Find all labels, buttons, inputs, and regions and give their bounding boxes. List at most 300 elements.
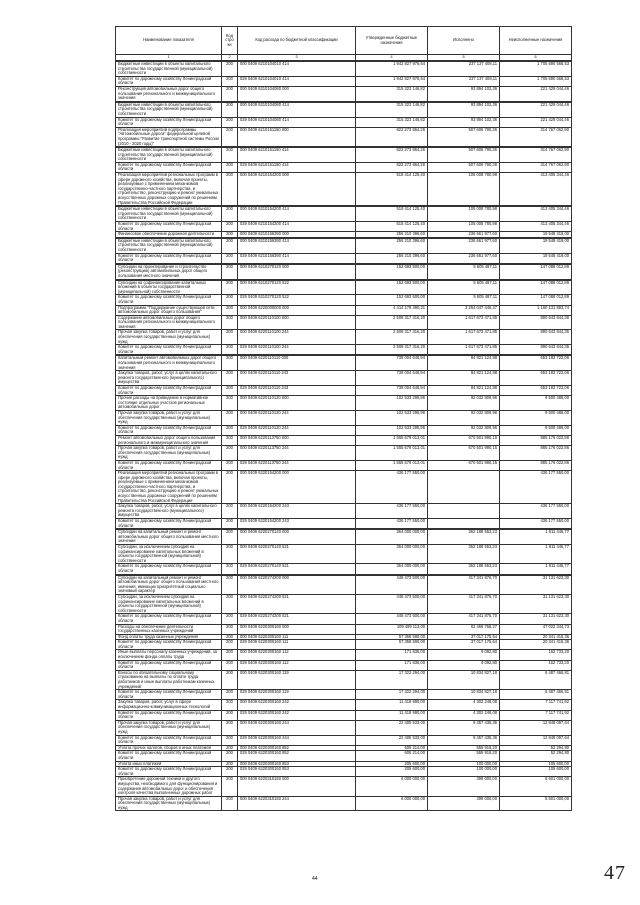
row-executed-amount: 362 188 553,23 xyxy=(428,545,500,564)
table-row xyxy=(116,767,572,777)
row-approved-amount: 605 214,00 xyxy=(356,745,428,751)
row-name: Закупка товаров, работ, услуг в целях капитального ремонта государственного (муниципального) имущества xyxy=(116,504,222,519)
row-name: Закупка товаров, работ, услуг в сфере информационно-коммуникационных технологий xyxy=(116,700,222,710)
table-row xyxy=(116,410,572,425)
row-approved-amount: 738 004 646,94 xyxy=(356,386,428,396)
row-unexecuted-amount: 890 643 844,35 xyxy=(500,330,572,345)
row-executed-amount: 670 501 990,15 xyxy=(428,446,500,461)
row-code: 200 xyxy=(222,504,238,519)
row-classification-code: 000 0409 6220000000 000 xyxy=(238,305,356,315)
column-number: 1 xyxy=(116,55,222,61)
row-approved-amount: 518 414 125,40 xyxy=(356,207,428,222)
row-code: 200 xyxy=(222,796,238,811)
row-name: Субсидии, за исключением субсидий на софинансирование капитальных вложений в объекты государственной (муниципальной) собственности xyxy=(116,594,222,613)
row-executed-amount: 5 605 487,11 xyxy=(428,264,500,279)
row-classification-code: 000 0409 6220300160 119 xyxy=(238,670,356,689)
row-approved-amount: 436 177 550,00 xyxy=(356,504,428,519)
row-code: 200 xyxy=(222,530,238,545)
row-executed-amount: 105 008 780,98 xyxy=(428,173,500,206)
row-executed-amount: 417 341 876,70 xyxy=(428,614,500,624)
row-approved-amount: 171 836,00 xyxy=(356,650,428,660)
row-name: Комитет по дорожному хозяйству Ленинградской области xyxy=(116,767,222,777)
row-unexecuted-amount: 221 429 044,46 xyxy=(500,86,572,101)
row-name: Реализация мероприятий региональных программ в сфере дорожного хозяйства, включая проекты, реализуемые с применением механизмов государственно-частного партнерства, и строительство, реконструкцию и ремонт уникальных искусственных дорожных сооружений по решениям Правительства Российской Федерации xyxy=(116,471,222,504)
row-unexecuted-amount: 19 548 419,00 xyxy=(500,253,572,263)
table-row xyxy=(116,127,572,146)
row-code: 200 xyxy=(222,690,238,700)
row-executed-amount: 9 092,80 xyxy=(428,650,500,660)
table-row xyxy=(116,700,572,710)
row-code: 200 xyxy=(222,315,238,330)
row-executed-amount: 670 501 990,15 xyxy=(428,460,500,470)
row-unexecuted-amount: 20 341 415,36 xyxy=(500,640,572,650)
row-unexecuted-amount: 31 131 623,30 xyxy=(500,614,572,624)
row-unexecuted-amount: 7 117 741,92 xyxy=(500,700,572,710)
row-name: Комитет по дорожному хозяйству Ленинградской области xyxy=(116,751,222,761)
row-code: 200 xyxy=(222,396,238,411)
row-executed-amount xyxy=(428,519,500,529)
row-executed-amount: 1 617 673 471,85 xyxy=(428,315,500,330)
row-code: 200 xyxy=(222,720,238,735)
row-unexecuted-amount: 653 183 722,06 xyxy=(500,356,572,371)
row-name: Прочая закупка товаров, работ и услуг для обеспечения государственных (муниципальных) нужд xyxy=(116,446,222,461)
table-row xyxy=(116,594,572,613)
row-executed-amount: 84 821 124,88 xyxy=(428,356,500,371)
row-classification-code: 000 0409 6220270140 000 xyxy=(238,530,356,545)
row-approved-amount: 448 473 500,00 xyxy=(356,594,428,613)
row-classification-code: 000 0409 6220300160 242 xyxy=(238,700,356,710)
header-name: Наименование показателя xyxy=(116,27,222,55)
table-row xyxy=(116,207,572,222)
row-classification-code: 029 0409 6220300160 119 xyxy=(238,690,356,700)
row-classification-code: 029 0409 6210151150 414 xyxy=(238,162,356,172)
row-name: Комитет по дорожному хозяйству Ленинградской области xyxy=(116,117,222,127)
row-classification-code: 000 0409 6220300160 852 xyxy=(238,745,356,751)
table-row xyxy=(116,76,572,86)
row-name: Бюджетные инвестиции в объекты капитального строительства государственной (муниципальной) собственности xyxy=(116,102,222,117)
row-executed-amount: 4 302 248,08 xyxy=(428,710,500,720)
row-name: Бюджетные инвестиции в объекты капитального строительства государственной (муниципальной) собственности xyxy=(116,238,222,253)
row-executed-amount: 507 606 790,36 xyxy=(428,127,500,146)
row-approved-amount: 11 419 990,00 xyxy=(356,710,428,720)
row-executed-amount: 4 302 248,08 xyxy=(428,700,500,710)
row-executed-amount: 399 000,00 xyxy=(428,796,500,811)
table-row xyxy=(116,117,572,127)
row-name: Комитет по дорожному хозяйству Ленинградской области xyxy=(116,660,222,670)
row-unexecuted-amount: 1 811 446,77 xyxy=(500,564,572,574)
row-approved-amount: 448 473 500,00 xyxy=(356,614,428,624)
table-row xyxy=(116,238,572,253)
budget-execution-table xyxy=(115,26,572,811)
row-name: Уплата прочих налогов, сборов и иных платежей xyxy=(116,745,222,751)
table-row xyxy=(116,315,572,330)
row-classification-code: 000 0409 6210154200 414 xyxy=(238,207,356,222)
row-classification-code: 029 0409 6210154200 414 xyxy=(238,222,356,232)
row-approved-amount: 57 358 590,00 xyxy=(356,640,428,650)
row-code: 200 xyxy=(222,751,238,761)
row-code: 200 xyxy=(222,660,238,670)
row-name: Прочая закупка товаров, работ и услуг для обеспечения государственных (муниципальных) нужд xyxy=(116,330,222,345)
row-classification-code: 029 0409 6220270140 521 xyxy=(238,564,356,574)
row-unexecuted-amount: 12 948 097,64 xyxy=(500,720,572,735)
row-classification-code: 000 0409 6220274200 521 xyxy=(238,594,356,613)
row-classification-code: 029 0409 6220154200 243 xyxy=(238,519,356,529)
row-executed-amount: 5 605 487,11 xyxy=(428,295,500,305)
row-classification-code: 000 0409 6220270140 521 xyxy=(238,545,356,564)
table-row xyxy=(116,751,572,761)
row-approved-amount: 1 942 827 976,64 xyxy=(356,76,428,86)
row-executed-amount: 93 894 102,36 xyxy=(428,102,500,117)
table-header-row xyxy=(116,27,572,55)
row-approved-amount: 205 600,00 xyxy=(356,767,428,777)
row-approved-amount: 738 004 646,94 xyxy=(356,371,428,386)
row-code: 200 xyxy=(222,253,238,263)
row-unexecuted-amount: 314 767 062,90 xyxy=(500,148,572,163)
row-code: 200 xyxy=(222,356,238,371)
row-approved-amount: 448 473 500,00 xyxy=(356,575,428,594)
row-code: 200 xyxy=(222,640,238,650)
row-name: Реконструкция автомобильных дорог общего пользования регионального и межмуниципального значения xyxy=(116,86,222,101)
row-classification-code: 000 0409 6220300160 244 xyxy=(238,720,356,735)
row-code: 200 xyxy=(222,634,238,640)
row-executed-amount: 10 834 827,18 xyxy=(428,670,500,689)
row-approved-amount: 205 600,00 xyxy=(356,761,428,767)
row-unexecuted-amount: 20 341 415,36 xyxy=(500,634,572,640)
row-name: Реализация мероприятий региональных программ в сфере дорожного хозяйства, включая проекты, реализуемые с применением механизмов государственно-частного партнерства, и строительство, реконструкцию и ремонт уникальных искусственных дорожных сооружений по решениям Правительства Российской Федерации xyxy=(116,173,222,206)
row-classification-code: 000 0409 6220300160 111 xyxy=(238,634,356,640)
row-approved-amount: 518 414 125,40 xyxy=(356,173,428,206)
row-executed-amount: 555 919,20 xyxy=(428,751,500,761)
table-row xyxy=(116,545,572,564)
row-executed-amount: 93 894 102,36 xyxy=(428,86,500,101)
row-code: 200 xyxy=(222,710,238,720)
row-name: Прочая закупка товаров, работ и услуг для обеспечения государственных (муниципальных) нужд xyxy=(116,720,222,735)
table-row xyxy=(116,519,572,529)
row-classification-code: 029 0409 6220274200 521 xyxy=(238,614,356,624)
handwritten-page-stamp: 47 xyxy=(604,862,626,884)
row-classification-code: 000 0409 6220110110 243 xyxy=(238,371,356,386)
row-approved-amount: 4 414 179 390,21 xyxy=(356,305,428,315)
row-unexecuted-amount: 19 548 419,00 xyxy=(500,232,572,238)
row-classification-code: 029 0409 6220300160 111 xyxy=(238,640,356,650)
row-classification-code: 000 0409 6220110120 244 xyxy=(238,410,356,425)
table-row xyxy=(116,690,572,700)
row-name: Комитет по дорожному хозяйству Ленинградской области xyxy=(116,640,222,650)
table-row xyxy=(116,162,572,172)
row-code: 200 xyxy=(222,545,238,564)
row-approved-amount: 2 508 317 316,20 xyxy=(356,345,428,355)
row-name: Бюджетные инвестиции в объекты капитального строительства государственной (муниципальной) собственности xyxy=(116,148,222,163)
row-approved-amount: 22 405 533,00 xyxy=(356,720,428,735)
row-approved-amount: 17 322 294,00 xyxy=(356,690,428,700)
row-name: Комитет по дорожному хозяйству Ленинградской области xyxy=(116,564,222,574)
row-code: 200 xyxy=(222,238,238,253)
row-unexecuted-amount: 413 405 344,46 xyxy=(500,222,572,232)
row-name: Комитет по дорожному хозяйству Ленинградской области xyxy=(116,345,222,355)
row-code: 200 xyxy=(222,745,238,751)
row-code: 200 xyxy=(222,76,238,86)
row-name: Комитет по дорожному хозяйству Ленинградской области xyxy=(116,690,222,700)
table-row xyxy=(116,460,572,470)
row-executed-amount: 236 661 977,60 xyxy=(428,253,500,263)
row-name: Бюджетные инвестиции в объекты капитального строительства государственной (муниципальной) собственности xyxy=(116,62,222,77)
row-approved-amount: 518 414 125,40 xyxy=(356,222,428,232)
row-executed-amount: 1 617 673 471,85 xyxy=(428,345,500,355)
row-name: Взносы по обязательному социальному страхованию на выплаты по оплате труда работников и иные выплаты работникам казенных учреждений xyxy=(116,670,222,689)
row-approved-amount: 315 323 146,82 xyxy=(356,86,428,101)
row-classification-code: 000 0409 6220110120 000 xyxy=(238,396,356,411)
row-unexecuted-amount: 147 088 012,89 xyxy=(500,264,572,279)
table-row xyxy=(116,280,572,295)
row-name: Комитет по дорожному хозяйству Ленинградской области xyxy=(116,519,222,529)
row-approved-amount: 256 210 396,60 xyxy=(356,232,428,238)
row-unexecuted-amount: 105 600,00 xyxy=(500,761,572,767)
row-classification-code: 029 0409 6210156390 414 xyxy=(238,253,356,263)
row-executed-amount: 92 032 809,96 xyxy=(428,410,500,425)
row-code: 200 xyxy=(222,575,238,594)
header-executed: Исполнено xyxy=(428,27,500,55)
row-approved-amount: 152 693 500,00 xyxy=(356,264,428,279)
row-code: 200 xyxy=(222,162,238,172)
row-executed-amount: 236 661 977,60 xyxy=(428,232,500,238)
row-code: 200 xyxy=(222,222,238,232)
row-name: Расходы на обеспечение деятельности государственных казенных учреждений xyxy=(116,624,222,634)
table-row xyxy=(116,471,572,504)
row-unexecuted-amount: 147 088 012,89 xyxy=(500,280,572,295)
row-classification-code: 000 0409 6210156390 414 xyxy=(238,238,356,253)
row-executed-amount: 507 606 790,36 xyxy=(428,148,500,163)
row-executed-amount: 399 000,00 xyxy=(428,777,500,796)
row-code: 200 xyxy=(222,471,238,504)
row-unexecuted-amount: 885 176 022,86 xyxy=(500,446,572,461)
table-row xyxy=(116,425,572,435)
row-code: 200 xyxy=(222,207,238,222)
table-row xyxy=(116,86,572,101)
row-name: Субсидии, за исключением субсидий на софинансирование капитальных вложений в объекты государственной (муниципальной) собственности xyxy=(116,545,222,564)
row-unexecuted-amount: 9 500 486,00 xyxy=(500,410,572,425)
row-approved-amount: 6 000 000,00 xyxy=(356,796,428,811)
row-code: 200 xyxy=(222,460,238,470)
row-classification-code: 029 0409 6220300160 112 xyxy=(238,660,356,670)
row-unexecuted-amount: 890 643 844,35 xyxy=(500,345,572,355)
row-executed-amount xyxy=(428,504,500,519)
row-name: Субсидии на проектирование и строительство (реконструкцию) автомобильных дорог общего пользования местного значения xyxy=(116,264,222,279)
row-classification-code: 000 0409 6210270120 000 xyxy=(238,264,356,279)
row-approved-amount: 315 323 146,82 xyxy=(356,102,428,117)
row-classification-code: 029 0409 6210104010 414 xyxy=(238,76,356,86)
row-executed-amount: 9 092,80 xyxy=(428,660,500,670)
row-classification-code: 000 0409 6210104080 000 xyxy=(238,86,356,101)
row-approved-amount: 364 000 000,00 xyxy=(356,545,428,564)
row-approved-amount: 102 533 295,96 xyxy=(356,425,428,435)
row-approved-amount: 152 693 500,00 xyxy=(356,280,428,295)
row-name: Комитет по дорожному хозяйству Ленинградской области xyxy=(116,710,222,720)
row-unexecuted-amount: 5 601 000,00 xyxy=(500,796,572,811)
row-unexecuted-amount: 52 294,80 xyxy=(500,745,572,751)
row-code: 200 xyxy=(222,345,238,355)
row-unexecuted-amount: 52 294,80 xyxy=(500,751,572,761)
row-approved-amount: 822 273 864,26 xyxy=(356,162,428,172)
column-number: 6 xyxy=(500,55,572,61)
row-approved-amount: 256 210 396,60 xyxy=(356,238,428,253)
table-row xyxy=(116,371,572,386)
table-row xyxy=(116,530,572,545)
row-classification-code: 029 0409 6220110110 243 xyxy=(238,386,356,396)
row-classification-code: 000 0409 6220300160 853 xyxy=(238,761,356,767)
row-unexecuted-amount: 436 177 550,00 xyxy=(500,471,572,504)
row-classification-code: 000 0409 6210156390 000 xyxy=(238,232,356,238)
row-executed-amount: 37 017 175,64 xyxy=(428,640,500,650)
row-unexecuted-amount: 1 811 446,77 xyxy=(500,530,572,545)
row-approved-amount: 6 000 000,00 xyxy=(356,777,428,796)
row-unexecuted-amount: 413 405 344,46 xyxy=(500,207,572,222)
row-name: Капитальный ремонт автомобильных дорог общего пользования регионального и межмуниципального значения xyxy=(116,356,222,371)
row-unexecuted-amount: 413 405 344,46 xyxy=(500,173,572,206)
row-unexecuted-amount: 5 601 000,00 xyxy=(500,777,572,796)
row-approved-amount: 364 000 000,00 xyxy=(356,530,428,545)
row-name: Ремонт автомобильных дорог общего пользования регионального и межмуниципального значения xyxy=(116,435,222,445)
row-code: 200 xyxy=(222,624,238,634)
row-classification-code: 029 0409 6220300160 244 xyxy=(238,735,356,745)
row-code: 200 xyxy=(222,777,238,796)
row-classification-code: 000 0409 6210104010 414 xyxy=(238,62,356,77)
row-executed-amount: 507 606 790,36 xyxy=(428,162,500,172)
row-unexecuted-amount: 6 487 466,81 xyxy=(500,690,572,700)
table-row xyxy=(116,102,572,117)
row-name: Закупка товаров, работ, услуг в целях капитального ремонта государственного (муниципального) имущества xyxy=(116,371,222,386)
table-row xyxy=(116,435,572,445)
row-name: Комитет по дорожному хозяйству Ленинградской области xyxy=(116,425,222,435)
table-row xyxy=(116,777,572,796)
row-approved-amount: 109 489 113,00 xyxy=(356,624,428,634)
row-classification-code: 000 0409 6220310150 244 xyxy=(238,796,356,811)
row-classification-code: 000 0409 6220300160 000 xyxy=(238,624,356,634)
table-row xyxy=(116,670,572,689)
table-body xyxy=(116,61,572,811)
row-executed-amount: 92 032 809,96 xyxy=(428,425,500,435)
row-classification-code: 029 0409 6220300160 853 xyxy=(238,767,356,777)
row-unexecuted-amount: 885 176 022,86 xyxy=(500,460,572,470)
row-code: 200 xyxy=(222,614,238,624)
row-executed-amount: 105 008 780,98 xyxy=(428,222,500,232)
row-unexecuted-amount: 1 705 690 568,53 xyxy=(500,76,572,86)
row-unexecuted-amount: 105 600,00 xyxy=(500,767,572,777)
row-name: Комитет по дорожному хозяйству Ленинградской области xyxy=(116,253,222,263)
row-unexecuted-amount: 221 429 044,46 xyxy=(500,117,572,127)
row-classification-code: 000 0409 6220274200 000 xyxy=(238,575,356,594)
row-code: 200 xyxy=(222,425,238,435)
row-executed-amount xyxy=(428,471,500,504)
row-unexecuted-amount: 314 767 062,90 xyxy=(500,127,572,146)
table-row xyxy=(116,396,572,411)
row-code: 200 xyxy=(222,86,238,101)
row-unexecuted-amount: 31 131 623,30 xyxy=(500,575,572,594)
row-name: Комитет по дорожному хозяйству Ленинградской области xyxy=(116,76,222,86)
row-approved-amount: 436 177 550,00 xyxy=(356,471,428,504)
table-row xyxy=(116,614,572,624)
header-classification: Код расхода по бюджетной классификации xyxy=(238,27,356,55)
row-classification-code: 000 0409 6220110110 000 xyxy=(238,356,356,371)
row-approved-amount: 57 358 590,00 xyxy=(356,634,428,640)
row-approved-amount: 605 214,00 xyxy=(356,751,428,761)
row-approved-amount: 436 177 550,00 xyxy=(356,519,428,529)
row-approved-amount: 822 273 864,26 xyxy=(356,148,428,163)
row-code: 200 xyxy=(222,173,238,206)
row-executed-amount: 362 188 553,23 xyxy=(428,530,500,545)
row-code: 200 xyxy=(222,564,238,574)
row-classification-code: 000 0409 6220310150 000 xyxy=(238,777,356,796)
table-row xyxy=(116,735,572,745)
row-code: 200 xyxy=(222,305,238,315)
row-executed-amount: 105 008 780,98 xyxy=(428,207,500,222)
row-classification-code: 000 0409 6220110100 244 xyxy=(238,330,356,345)
row-executed-amount: 62 466 768,27 xyxy=(428,624,500,634)
row-executed-amount: 237 137 408,11 xyxy=(428,76,500,86)
row-code: 200 xyxy=(222,594,238,613)
table-row xyxy=(116,295,572,305)
row-code: 200 xyxy=(222,761,238,767)
row-approved-amount: 2 508 317 316,20 xyxy=(356,315,428,330)
header-unexecuted: Неисполненные назначения xyxy=(500,27,572,55)
row-code: 200 xyxy=(222,386,238,396)
row-unexecuted-amount: 31 131 623,30 xyxy=(500,594,572,613)
row-name: Комитет по дорожному хозяйству Ленинградской области xyxy=(116,386,222,396)
row-unexecuted-amount: 1 705 690 568,53 xyxy=(500,62,572,77)
row-unexecuted-amount: 6 487 466,81 xyxy=(500,670,572,689)
row-classification-code: 000 0409 6210151150 000 xyxy=(238,127,356,146)
row-approved-amount: 102 533 295,96 xyxy=(356,410,428,425)
table-row xyxy=(116,660,572,670)
row-name: Субсидии на капитальный ремонт и ремонт автомобильных дорог общего пользования местного значения, имеющих приоритетный социально значимый характер xyxy=(116,575,222,594)
row-executed-amount: 93 894 102,36 xyxy=(428,117,500,127)
row-unexecuted-amount: 19 548 419,00 xyxy=(500,238,572,253)
row-classification-code: 029 0409 6220300160 242 xyxy=(238,710,356,720)
row-name: Приобретение дорожной техники и другого имущества, необходимого для функционирования и содержания автомобильных дорог и обеспечения контроля качества выполненных дорожных работ xyxy=(116,777,222,796)
row-classification-code: 029 0409 6210104080 414 xyxy=(238,117,356,127)
row-code: 200 xyxy=(222,519,238,529)
row-executed-amount: 100 000,00 xyxy=(428,767,500,777)
row-approved-amount: 1 555 679 013,01 xyxy=(356,460,428,470)
row-name: Субсидии на софинансирование капитальных вложений в объекты государственной (муниципальной) собственности xyxy=(116,280,222,295)
row-code: 200 xyxy=(222,670,238,689)
row-approved-amount: 364 000 000,00 xyxy=(356,564,428,574)
row-name: Уплата иных платежей xyxy=(116,761,222,767)
row-code: 200 xyxy=(222,127,238,146)
row-unexecuted-amount: 12 948 097,64 xyxy=(500,735,572,745)
row-name: Комитет по дорожному хозяйству Ленинградской области xyxy=(116,295,222,305)
row-unexecuted-amount: 653 183 722,06 xyxy=(500,386,572,396)
row-name: Финансовое обеспечение дорожной деятельности xyxy=(116,232,222,238)
header-code: Код стро ки xyxy=(222,27,238,55)
column-number: 3 xyxy=(238,55,356,61)
row-classification-code: 000 0409 6220300160 112 xyxy=(238,650,356,660)
row-executed-amount: 3 254 047 446,47 xyxy=(428,305,500,315)
row-code: 200 xyxy=(222,700,238,710)
row-code: 200 xyxy=(222,446,238,461)
row-code: 200 xyxy=(222,371,238,386)
row-unexecuted-amount: 9 500 486,00 xyxy=(500,396,572,411)
row-approved-amount: 22 405 533,00 xyxy=(356,735,428,745)
row-approved-amount: 1 555 679 013,01 xyxy=(356,446,428,461)
table-row xyxy=(116,330,572,345)
row-code: 200 xyxy=(222,435,238,445)
table-row xyxy=(116,62,572,77)
row-unexecuted-amount: 890 643 844,35 xyxy=(500,315,572,330)
row-executed-amount: 5 605 487,11 xyxy=(428,280,500,295)
column-number: 2 xyxy=(222,55,238,61)
row-executed-amount: 236 661 977,60 xyxy=(428,238,500,253)
row-executed-amount: 362 188 553,23 xyxy=(428,564,500,574)
